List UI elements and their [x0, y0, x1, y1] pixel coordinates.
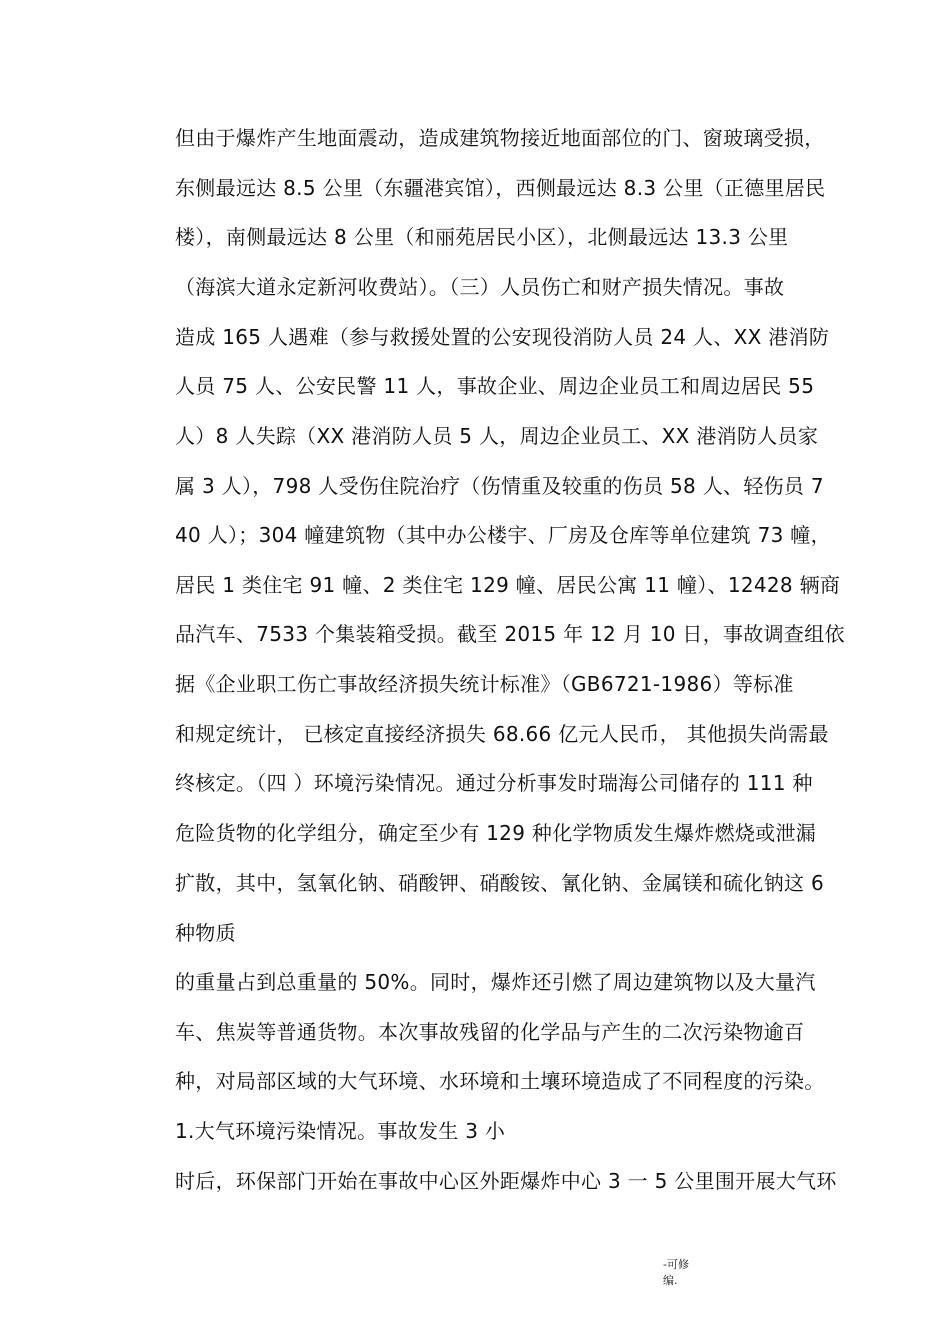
text-line-18: 的重量占到总重量的 50%。同时，爆炸还引燃了周边建筑物以及大量汽 — [175, 970, 816, 994]
text-line-11: 品汽车、7533 个集装箱受损。截至 2015 年 12 月 10 日，事故调查组依 — [175, 622, 845, 646]
text-line-12: 据《企业职工伤亡事故经济损失统计标准》（GB6721-1986）等标准 — [175, 672, 794, 696]
text-line-8: 属 3 人），798 人受伤住院治疗（伤情重及较重的伤员 58 人、轻伤员 7 — [175, 474, 824, 498]
text-line-6: 人员 75 人、公安民警 11 人，事故企业、周边企业员工和周边居民 55 — [175, 374, 815, 398]
text-line-7: 人）8 人失踪（XX 港消防人员 5 人，周边企业员工、XX 港消防人员家 — [175, 424, 819, 448]
text-line-16: 扩散，其中，氢氧化钠、硝酸钾、硝酸铵、氰化钠、金属镁和硫化钠这 6 — [175, 871, 824, 895]
text-line-22: 时后，环保部门开始在事故中心区外距爆炸中心 3 一 5 公里围开展大气环 — [175, 1169, 837, 1193]
text-line-3: 楼），南侧最远达 8 公里（和丽苑居民小区），北侧最远达 13.3 公里 — [175, 225, 789, 249]
text-line-15: 危险货物的化学组分，确定至少有 129 种化学物质发生爆炸燃烧或泄漏 — [175, 821, 817, 845]
text-line-17: 种物质 — [175, 921, 236, 945]
page-footer — [663, 1257, 689, 1289]
text-line-20: 种，对局部区域的大气环境、水环境和土壤环境造成了不同程度的污染。 — [175, 1069, 825, 1093]
text-line-9: 40 人）；304 幢建筑物（其中办公楼宇、厂房及仓库等单位建筑 73 幢， — [175, 523, 831, 547]
text-line-14: 终核定。（四 ）环境污染情况。通过分析事发时瑞海公司储存的 111 种 — [175, 771, 813, 795]
text-line-2: 东侧最远达 8.5 公里（东疆港宾馆），西侧最远达 8.3 公里（正德里居民 — [175, 176, 826, 200]
text-line-13: 和规定统计， 已核定直接经济损失 68.66 亿元人民币， 其他损失尚需最 — [175, 722, 829, 746]
text-line-1: 但由于爆炸产生地面震动，造成建筑物接近地面部位的门、窗玻璃受损， — [175, 126, 825, 150]
footer-line-1: -可修 — [663, 1258, 689, 1271]
text-line-10: 居民 1 类住宅 91 幢、2 类住宅 129 幢、居民公寓 11 幢）、12428 辆商 — [175, 573, 841, 597]
text-line-21: 1.大气环境污染情况。事故发生 3 小 — [175, 1119, 506, 1143]
footer-line-2: 编. — [663, 1274, 678, 1287]
text-line-19: 车、焦炭等普通货物。本次事故残留的化学品与产生的二次污染物逾百 — [175, 1020, 805, 1044]
text-line-5: 造成 165 人遇难（参与救援处置的公安现役消防人员 24 人、XX 港消防 — [175, 325, 830, 349]
text-line-4: （海滨大道永定新河收费站）。（三）人员伤亡和财产损失情况。事故 — [175, 275, 785, 299]
